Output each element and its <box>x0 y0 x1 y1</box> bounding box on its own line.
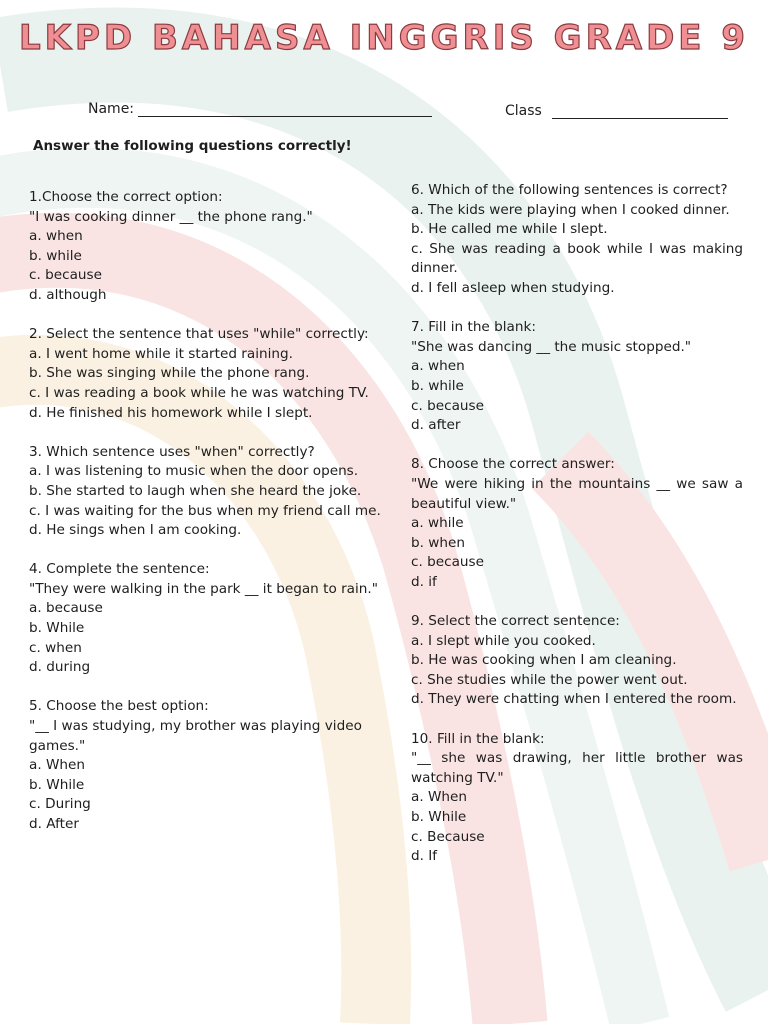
answer-option[interactable]: a. when <box>29 228 83 245</box>
instruction: Answer the following questions correctly! <box>33 138 352 154</box>
question-prompt: 1.Choose the correct option: <box>29 189 223 205</box>
question-prompt: 10. Fill in the blank: <box>411 730 545 747</box>
question-prompt: 5. Choose the best option: <box>29 698 209 715</box>
answer-option[interactable]: c. She was reading a book while I was making dinner. <box>411 240 743 277</box>
question-prompt: 7. Fill in the blank: <box>411 319 536 336</box>
answer-option[interactable]: b. when <box>411 534 465 551</box>
answer-option[interactable]: c. Because <box>411 828 485 845</box>
answer-option[interactable]: c. She studies while the power went out. <box>411 671 688 688</box>
answer-option[interactable]: a. The kids were playing when I cooked dinner. <box>411 201 730 218</box>
question-block <box>29 560 399 678</box>
answer-option[interactable]: d. He finished his homework while I slept. <box>29 404 313 421</box>
answer-option[interactable]: c. when <box>29 639 82 656</box>
answer-option[interactable]: c. because <box>411 397 484 414</box>
answer-option[interactable]: d. They were chatting when I entered the room. <box>411 691 737 708</box>
answer-option[interactable]: b. While <box>29 776 85 793</box>
question-stem: "__ she was drawing, her little brother was watching TV." <box>411 750 743 786</box>
question-stem: "She was dancing __ the music stopped." <box>411 338 692 355</box>
answer-option[interactable]: b. while <box>29 247 82 264</box>
question-prompt: 8. Choose the correct answer: <box>411 456 615 473</box>
answer-option[interactable]: a. I went home while it started raining. <box>29 345 293 362</box>
question-prompt: 3. Which sentence uses "when" correctly? <box>29 443 315 460</box>
question-stem: "__ I was studying, my brother was playing video games." <box>29 718 362 754</box>
question-block <box>29 188 399 306</box>
answer-option[interactable]: d. during <box>29 659 91 676</box>
question-block <box>29 697 399 834</box>
answer-option[interactable]: a. while <box>411 515 464 532</box>
question-prompt: 6. Which of the following sentences is correct? <box>411 182 728 198</box>
answer-option[interactable]: b. She was singing while the phone rang. <box>29 365 310 382</box>
question-block <box>411 181 743 299</box>
answer-option[interactable]: a. I slept while you cooked. <box>411 632 596 649</box>
question-stem: "We were hiking in the mountains __ we saw a beautiful view." <box>411 475 743 512</box>
answer-option[interactable]: a. because <box>29 600 103 617</box>
answer-option[interactable]: d. if <box>411 573 437 590</box>
question-block <box>411 612 743 710</box>
answer-option[interactable]: a. When <box>411 789 468 806</box>
answer-option[interactable]: a. When <box>29 757 86 774</box>
class-input-line[interactable] <box>552 106 728 119</box>
answer-option[interactable]: c. because <box>29 267 102 284</box>
questions-left-column <box>29 188 399 854</box>
class-field <box>505 103 728 119</box>
answer-option[interactable]: c. I was waiting for the bus when my friend call me. <box>29 502 381 519</box>
question-block <box>29 443 399 541</box>
answer-option[interactable]: d. After <box>29 816 79 832</box>
question-block <box>411 455 743 592</box>
answer-option[interactable]: a. I was listening to music when the door opens. <box>29 463 359 480</box>
answer-option[interactable]: b. While <box>411 809 467 825</box>
answer-option[interactable]: d. although <box>29 286 107 303</box>
name-label: Name: <box>88 101 135 117</box>
answer-option[interactable]: d. He sings when I am cooking. <box>29 522 242 539</box>
name-input-line[interactable] <box>138 104 432 117</box>
answer-option[interactable]: a. when <box>411 358 465 375</box>
answer-option[interactable]: b. She started to laugh when she heard the joke. <box>29 482 362 499</box>
answer-option[interactable]: d. If <box>411 848 438 865</box>
questions-right-column <box>411 181 743 886</box>
name-field <box>88 101 432 117</box>
page-title: LKPD BAHASA INGGRIS GRADE 9 <box>18 18 750 58</box>
answer-option[interactable]: b. while <box>411 377 464 394</box>
question-prompt: 9. Select the correct sentence: <box>411 613 620 630</box>
answer-option[interactable]: b. He was cooking when I am cleaning. <box>411 652 677 669</box>
answer-option[interactable]: b. While <box>29 620 85 637</box>
question-block <box>29 325 399 423</box>
question-block <box>411 318 743 436</box>
answer-option[interactable]: d. after <box>411 417 461 434</box>
answer-option[interactable]: c. because <box>411 554 484 571</box>
question-block <box>411 730 743 867</box>
question-prompt: 4. Complete the sentence: <box>29 561 210 578</box>
question-stem: "I was cooking dinner __ the phone rang." <box>29 208 313 225</box>
class-label: Class <box>505 103 542 119</box>
question-stem: "They were walking in the park __ it began to rain." <box>29 580 378 597</box>
answer-option[interactable]: c. I was reading a book while he was watching TV. <box>29 384 369 401</box>
answer-option[interactable]: d. I fell asleep when studying. <box>411 279 615 296</box>
answer-option[interactable]: b. He called me while I slept. <box>411 221 608 238</box>
question-prompt: 2. Select the sentence that uses "while" correctly: <box>29 326 369 343</box>
answer-option[interactable]: c. During <box>29 796 91 813</box>
